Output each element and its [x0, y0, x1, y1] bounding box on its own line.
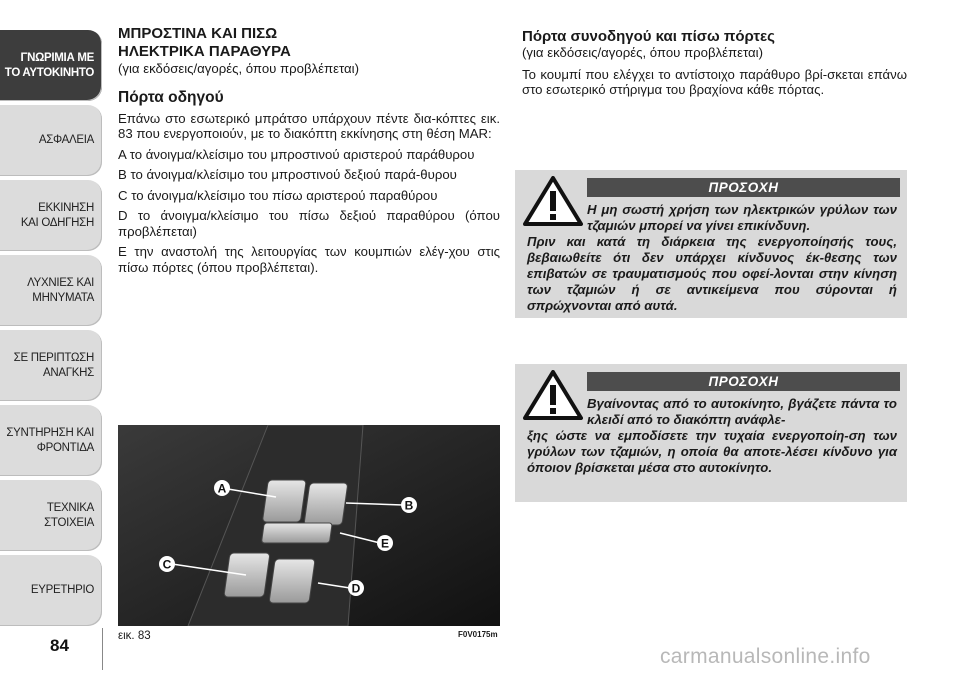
tab-safety[interactable] — [0, 105, 102, 176]
tab-index[interactable] — [0, 555, 102, 626]
warning-text-lead: Βγαίνοντας από το αυτοκίνητο, βγάζετε πάντα το κλειδί από το διακόπτη ανάφλε- — [587, 396, 897, 427]
tab-technical-data[interactable] — [0, 480, 102, 551]
figure-code: F0V0175m — [458, 630, 498, 639]
paragraph: B το άνοιγμα/κλείσιμο του μπροστινού δεξιού παρά-θυρου — [118, 167, 457, 182]
warning-text-body: Πριν και κατά τη διάρκεια της ενεργοποίησής τους, βεβαιωθείτε ότι δεν υπάρχει κίνδυνος έκ-θεσης των επιβατών σε τραυματισμούς που οφεί-λονται στην κίνηση των τζαμιών ή σε αντικείμενα που σύρονται ή σπρώχνονται από αυτά. — [527, 234, 897, 313]
tab-label: ΛΥΧΝΙΕΣ ΚΑΙ — [27, 276, 94, 289]
page-number: 84 — [50, 636, 69, 655]
subsection-title: Πόρτα οδηγού — [118, 88, 224, 106]
switch-panel-illustration — [118, 425, 500, 626]
warning-heading: ΠΡΟΣΟΧΗ — [587, 178, 900, 197]
subtitle: (για εκδόσεις/αγορές, όπου προβλέπεται) — [118, 61, 359, 76]
warning-text-body: ξης ώστε να εμποδίσετε την τυχαία ενεργοποίη-ση των γρύλων των τζαμιών, η οποία θα αποτε-λέσει κίνδυνο για όποιον βρίσκεται μέσα στο αυτοκίνητο. — [527, 428, 897, 475]
tab-warning-lights[interactable] — [0, 255, 102, 326]
tab-label: ΤΟ ΑΥΤΟΚΙΝΗΤΟ — [4, 66, 94, 79]
tab-label: ΕΥΡΕΤΗΡΙΟ — [30, 584, 94, 596]
figure-caption: εικ. 83 — [118, 630, 151, 642]
tab-label: ΣΕ ΠΕΡΙΠΤΩΣΗ — [13, 351, 94, 364]
window-switch-photo — [118, 425, 500, 626]
warning-heading: ΠΡΟΣΟΧΗ — [587, 372, 900, 391]
label-e: E — [380, 536, 390, 551]
switch-e — [261, 523, 332, 543]
paragraph: A το άνοιγμα/κλείσιμο του μπροστινού αριστερού παράθυρου — [118, 146, 475, 162]
switch-d — [269, 559, 315, 603]
label-b: B — [404, 498, 414, 513]
warning-text-lead: Η μη σωστή χρήση των ηλεκτρικών γρύλων των τζαμιών μπορεί να γίνει επικίνδυνη. — [587, 202, 897, 233]
tab-label: ΣΤΟΙΧΕΙΑ — [44, 516, 94, 529]
paragraph: Το κουμπί που ελέγχει το αντίστοιχο παράθυρο βρί-σκεται επάνω στο εσωτερικό στήριγμα του βραχίονα κάθε πόρτας. — [522, 66, 907, 97]
tab-getting-to-know[interactable] — [0, 30, 102, 101]
warning-text — [527, 202, 897, 314]
paragraph: E την αναστολή της λειτουργίας των κουμπιών ελέγ-χου στις πίσω πόρτες (όπου προβλέπεται). — [118, 244, 500, 275]
tab-starting-driving[interactable] — [0, 180, 102, 251]
section-title: ΜΠΡΟΣΤΙΝΑ ΚΑΙ ΠΙΣΩ — [118, 25, 278, 42]
tab-label: ΚΑΙ ΟΔΗΓΗΣΗ — [20, 216, 94, 229]
tab-label: ΕΚΚΙΝΗΣΗ — [38, 201, 94, 214]
paragraph: Επάνω στο εσωτερικό μπράτσο υπάρχουν πέντε δια-κόπτες εικ. 83 που ενεργοποιούν, με το διακόπτη εκκίνησης στη θέση MAR: — [118, 110, 500, 141]
tab-label: ΑΣΦΑΛΕΙΑ — [38, 134, 94, 146]
divider — [102, 628, 103, 670]
right-column — [522, 28, 907, 103]
tab-label: ΣΥΝΤΗΡΗΣΗ ΚΑΙ — [6, 426, 94, 439]
subtitle: (για εκδόσεις/αγορές, όπου προβλέπεται) — [522, 45, 763, 60]
label-a: A — [217, 481, 227, 496]
tab-label: ΜΗΝΥΜΑΤΑ — [32, 291, 94, 304]
label-c: C — [162, 557, 172, 572]
tab-label: ΤΕΧΝΙΚΑ — [46, 501, 94, 514]
paragraph: D το άνοιγμα/κλείσιμο του πίσω δεξιού παραθύρου (όπου προβλέπεται) — [118, 208, 500, 239]
watermark: carmanualsonline.info — [660, 645, 871, 668]
warning-box — [515, 170, 907, 318]
label-d: D — [351, 581, 361, 596]
tab-maintenance[interactable] — [0, 405, 102, 476]
warning-box — [515, 364, 907, 502]
section-title: ΗΛΕΚΤΡΙΚΑ ΠΑΡΑΘΥΡΑ — [118, 43, 291, 60]
switch-a — [262, 480, 306, 522]
tab-label: ΓΝΩΡΙΜΙΑ ΜΕ — [20, 51, 94, 64]
warning-text — [527, 396, 897, 476]
paragraph: C το άνοιγμα/κλείσιμο του πίσω αριστερού παραθύρου — [118, 187, 438, 203]
left-column — [118, 25, 500, 280]
tab-label: ΦΡΟΝΤΙΔΑ — [36, 441, 94, 454]
section-title: Πόρτα συνοδηγού και πίσω πόρτες — [522, 28, 775, 45]
tab-emergency[interactable] — [0, 330, 102, 401]
tab-label: ΑΝΑΓΚΗΣ — [43, 366, 94, 379]
switch-b — [304, 483, 348, 525]
switch-c — [224, 553, 270, 597]
